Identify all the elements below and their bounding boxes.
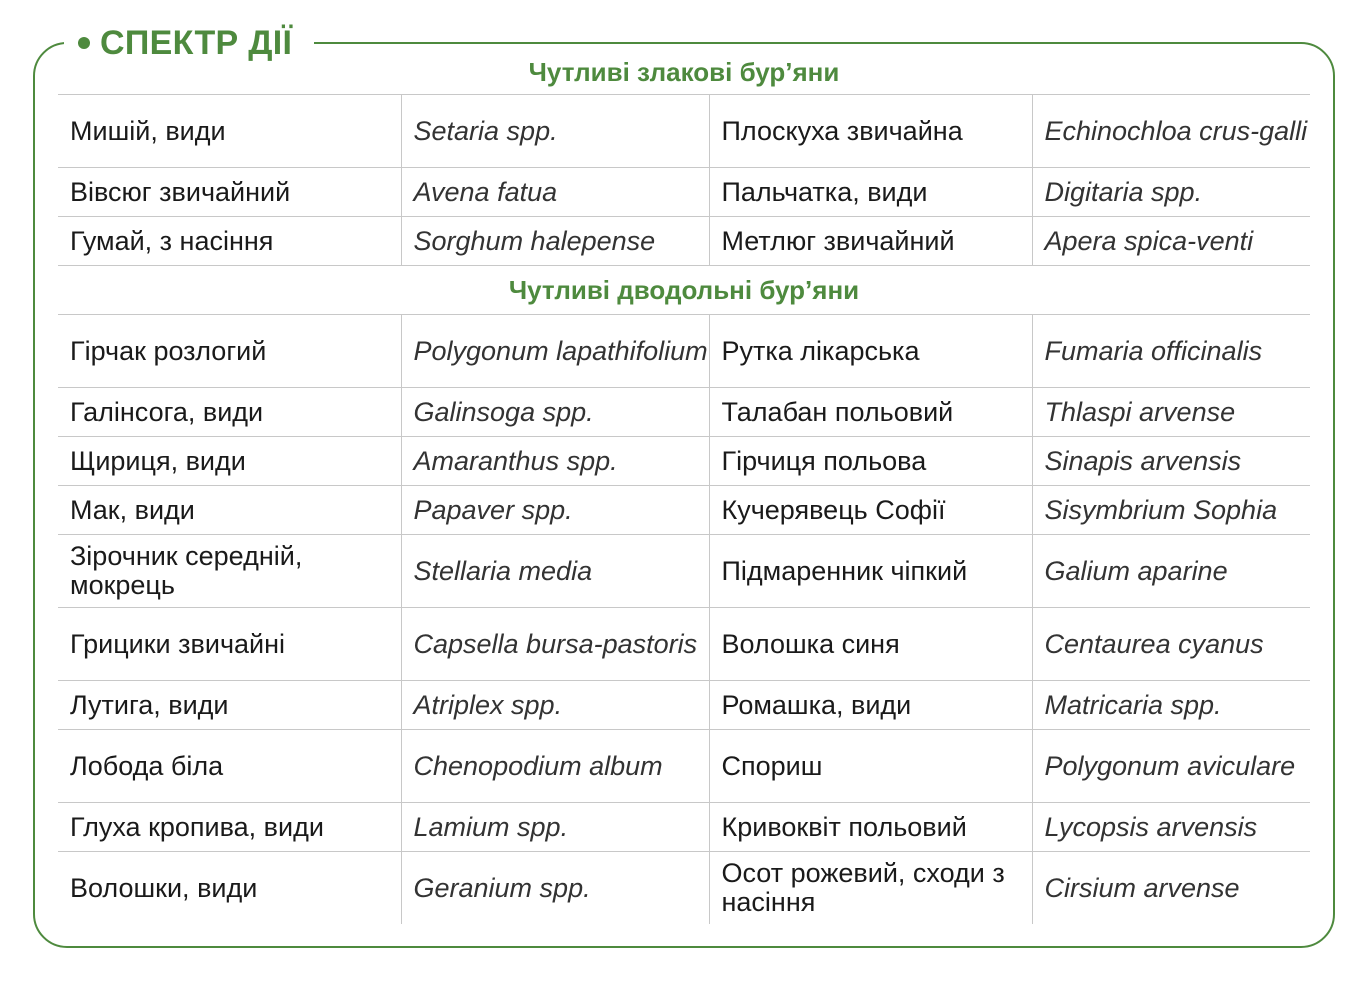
weed-name: Плоскуха звичайна bbox=[709, 95, 1032, 168]
weed-latin-name: Centaurea cyanus bbox=[1032, 608, 1310, 681]
weed-latin-name: Cirsium arvense bbox=[1032, 852, 1310, 925]
weed-latin-name: Galinsoga spp. bbox=[401, 388, 709, 437]
section-heading-broadleaf: Чутливі дводольні бур’яни bbox=[58, 266, 1310, 315]
section-header-row bbox=[58, 266, 1310, 315]
table-row bbox=[58, 608, 1310, 681]
weed-latin-name: Papaver spp. bbox=[401, 486, 709, 535]
weed-name: Мишій, види bbox=[58, 95, 401, 168]
weed-name: Рутка лікарська bbox=[709, 315, 1032, 388]
weed-name: Кривоквіт польовий bbox=[709, 803, 1032, 852]
weed-name: Лутига, види bbox=[58, 681, 401, 730]
table-row bbox=[58, 486, 1310, 535]
weed-latin-name: Avena fatua bbox=[401, 168, 709, 217]
table-row bbox=[58, 681, 1310, 730]
weed-name: Мак, види bbox=[58, 486, 401, 535]
weeds-table bbox=[58, 50, 1310, 924]
table-row bbox=[58, 168, 1310, 217]
table-row bbox=[58, 437, 1310, 486]
table-row bbox=[58, 388, 1310, 437]
weed-name: Гірчак розлогий bbox=[58, 315, 401, 388]
weed-latin-name: Geranium spp. bbox=[401, 852, 709, 925]
weed-latin-name: Sinapis arvensis bbox=[1032, 437, 1310, 486]
weed-latin-name: Stellaria media bbox=[401, 535, 709, 608]
weed-name: Волошка синя bbox=[709, 608, 1032, 681]
weed-name: Глуха кропива, види bbox=[58, 803, 401, 852]
section-header-row bbox=[58, 50, 1310, 95]
section-heading-grasses: Чутливі злакові бур’яни bbox=[58, 50, 1310, 95]
weed-latin-name: Lycopsis arvensis bbox=[1032, 803, 1310, 852]
weed-name: Спориш bbox=[709, 730, 1032, 803]
weed-latin-name: Digitaria spp. bbox=[1032, 168, 1310, 217]
weed-name: Гумай, з насіння bbox=[58, 217, 401, 266]
weed-latin-name: Sorghum halepense bbox=[401, 217, 709, 266]
weed-name: Ромашка, види bbox=[709, 681, 1032, 730]
weed-name: Осот рожевий, сходи з насіння bbox=[709, 852, 1032, 925]
weed-latin-name: Matricaria spp. bbox=[1032, 681, 1310, 730]
weed-latin-name: Setaria spp. bbox=[401, 95, 709, 168]
weed-name: Галінсога, види bbox=[58, 388, 401, 437]
weed-name: Підмаренник чіпкий bbox=[709, 535, 1032, 608]
table-row bbox=[58, 803, 1310, 852]
weed-name: Зірочник середній, мокрець bbox=[58, 535, 401, 608]
weed-latin-name: Capsella bursa-pastoris bbox=[401, 608, 709, 681]
weed-name: Щириця, види bbox=[58, 437, 401, 486]
weed-name: Талабан польовий bbox=[709, 388, 1032, 437]
table-row bbox=[58, 95, 1310, 168]
weed-name: Вівсюг звичайний bbox=[58, 168, 401, 217]
weed-latin-name: Sisymbrium Sophia bbox=[1032, 486, 1310, 535]
table-row bbox=[58, 217, 1310, 266]
weed-name: Лобода біла bbox=[58, 730, 401, 803]
bullet-icon bbox=[78, 37, 90, 49]
weed-name: Пальчатка, види bbox=[709, 168, 1032, 217]
weed-latin-name: Polygonum aviculare bbox=[1032, 730, 1310, 803]
weed-latin-name: Echinochloa crus-galli bbox=[1032, 95, 1310, 168]
weed-name: Метлюг звичайний bbox=[709, 217, 1032, 266]
weed-latin-name: Amaranthus spp. bbox=[401, 437, 709, 486]
weed-name: Кучерявець Софії bbox=[709, 486, 1032, 535]
table-row bbox=[58, 535, 1310, 608]
weed-name: Грицики звичайні bbox=[58, 608, 401, 681]
table-row bbox=[58, 730, 1310, 803]
weed-latin-name: Lamium spp. bbox=[401, 803, 709, 852]
table-row bbox=[58, 852, 1310, 925]
page-title: СПЕКТР ДІЇ bbox=[100, 23, 293, 62]
weed-name: Волошки, види bbox=[58, 852, 401, 925]
weed-latin-name: Atriplex spp. bbox=[401, 681, 709, 730]
weed-latin-name: Galium aparine bbox=[1032, 535, 1310, 608]
weed-latin-name: Thlaspi arvense bbox=[1032, 388, 1310, 437]
weed-latin-name: Fumaria officinalis bbox=[1032, 315, 1310, 388]
weed-latin-name: Apera spica-venti bbox=[1032, 217, 1310, 266]
weed-name: Гірчиця польова bbox=[709, 437, 1032, 486]
weed-latin-name: Chenopodium album bbox=[401, 730, 709, 803]
table-row bbox=[58, 315, 1310, 388]
weed-latin-name: Polygonum lapathifolium bbox=[401, 315, 709, 388]
